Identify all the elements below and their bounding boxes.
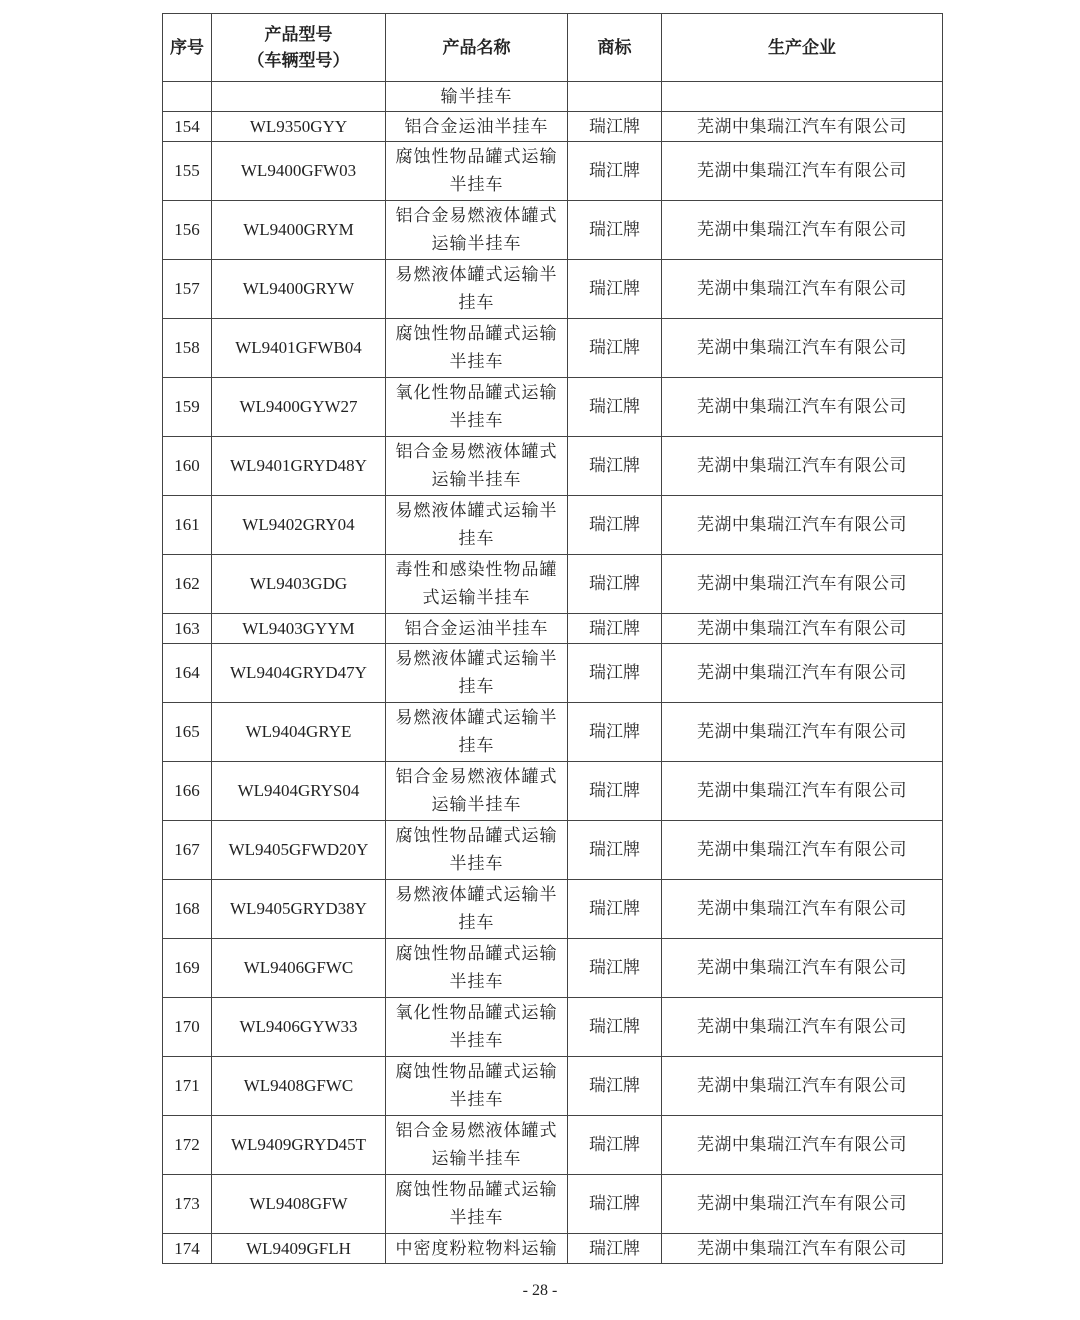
serial-no-cell: 171: [163, 1057, 212, 1116]
product-name-line: 式运输半挂车: [422, 588, 531, 607]
brand-cell: 瑞江牌: [568, 939, 662, 998]
serial-no-cell: 165: [163, 703, 212, 762]
product-name-line: 半挂车: [449, 1090, 504, 1109]
serial-no-cell: 160: [163, 437, 212, 496]
table-row: [163, 644, 943, 703]
manufacturer-cell: 芜湖中集瑞江汽车有限公司: [662, 112, 943, 142]
product-name-cell: [386, 1175, 568, 1234]
header-manufacturer: 生产企业: [662, 14, 943, 82]
table-row: [163, 112, 943, 142]
product-name-line: 腐蚀性物品罐式运输: [395, 1062, 558, 1081]
table-row: [163, 1057, 943, 1116]
table-row: [163, 201, 943, 260]
brand-cell: [568, 82, 662, 112]
serial-no-cell: 169: [163, 939, 212, 998]
product-model-cell: WL9400GRYW: [212, 260, 386, 319]
manufacturer-cell: 芜湖中集瑞江汽车有限公司: [662, 1057, 943, 1116]
brand-cell: 瑞江牌: [568, 201, 662, 260]
product-model-cell: WL9405GFWD20Y: [212, 821, 386, 880]
table-row: [163, 555, 943, 614]
manufacturer-cell: 芜湖中集瑞江汽车有限公司: [662, 821, 943, 880]
manufacturer-cell: 芜湖中集瑞江汽车有限公司: [662, 555, 943, 614]
header-product-name: 产品名称: [386, 14, 568, 82]
serial-no-cell: 161: [163, 496, 212, 555]
header-serial-no: 序号: [163, 14, 212, 82]
table-header: [163, 14, 943, 82]
product-name-line: 铝合金易燃液体罐式: [395, 442, 558, 461]
product-name-cell: [386, 1057, 568, 1116]
product-name-line: 中密度粉粒物料运输: [395, 1238, 558, 1258]
product-name-cell: [386, 1234, 568, 1264]
product-name-cell: [386, 82, 568, 112]
product-model-cell: WL9403GYYM: [212, 614, 386, 644]
product-table: [162, 13, 943, 1264]
product-name-line: 氧化性物品罐式运输: [395, 1003, 558, 1022]
product-model-cell: WL9409GFLH: [212, 1234, 386, 1264]
brand-cell: 瑞江牌: [568, 319, 662, 378]
product-name-cell: [386, 378, 568, 437]
manufacturer-cell: 芜湖中集瑞江汽车有限公司: [662, 703, 943, 762]
product-name-line: 铝合金易燃液体罐式: [395, 767, 558, 786]
manufacturer-cell: 芜湖中集瑞江汽车有限公司: [662, 998, 943, 1057]
product-model-cell: WL9400GRYM: [212, 201, 386, 260]
product-name-line: 运输半挂车: [431, 795, 522, 814]
brand-cell: 瑞江牌: [568, 998, 662, 1057]
product-name-line: 易燃液体罐式运输半: [395, 885, 558, 904]
product-name-line: 毒性和感染性物品罐: [395, 560, 558, 579]
header-product-model-line2: （车辆型号）: [247, 50, 350, 70]
table-row: [163, 703, 943, 762]
product-model-cell: WL9408GFWC: [212, 1057, 386, 1116]
product-name-line: 半挂车: [449, 352, 504, 371]
table-body: [163, 82, 943, 1264]
table-row: [163, 319, 943, 378]
product-model-cell: WL9402GRY04: [212, 496, 386, 555]
product-model-cell: WL9404GRYE: [212, 703, 386, 762]
product-name-line: 挂车: [458, 736, 495, 755]
product-name-line: 半挂车: [449, 1031, 504, 1050]
product-name-cell: [386, 939, 568, 998]
table-row: [163, 1234, 943, 1264]
product-name-line: 易燃液体罐式运输半: [395, 265, 558, 284]
table-row: [163, 142, 943, 201]
product-name-cell: [386, 260, 568, 319]
brand-cell: 瑞江牌: [568, 880, 662, 939]
brand-cell: 瑞江牌: [568, 1175, 662, 1234]
product-name-line: 腐蚀性物品罐式运输: [395, 1180, 558, 1199]
brand-cell: 瑞江牌: [568, 703, 662, 762]
product-name-cell: [386, 644, 568, 703]
product-name-line: 输半挂车: [440, 86, 513, 106]
brand-cell: 瑞江牌: [568, 555, 662, 614]
table-row: [163, 821, 943, 880]
product-name-cell: [386, 112, 568, 142]
manufacturer-cell: 芜湖中集瑞江汽车有限公司: [662, 437, 943, 496]
manufacturer-cell: 芜湖中集瑞江汽车有限公司: [662, 201, 943, 260]
product-name-cell: [386, 319, 568, 378]
serial-no-cell: 158: [163, 319, 212, 378]
manufacturer-cell: 芜湖中集瑞江汽车有限公司: [662, 614, 943, 644]
product-model-cell: WL9406GFWC: [212, 939, 386, 998]
table-row: [163, 614, 943, 644]
brand-cell: 瑞江牌: [568, 1116, 662, 1175]
manufacturer-cell: 芜湖中集瑞江汽车有限公司: [662, 378, 943, 437]
header-row: [163, 14, 943, 82]
product-model-cell: WL9404GRYD47Y: [212, 644, 386, 703]
table-row: [163, 82, 943, 112]
product-name-line: 半挂车: [449, 972, 504, 991]
table-row: [163, 1116, 943, 1175]
product-name-line: 运输半挂车: [431, 234, 522, 253]
table-row: [163, 496, 943, 555]
product-name-cell: [386, 555, 568, 614]
manufacturer-cell: 芜湖中集瑞江汽车有限公司: [662, 496, 943, 555]
serial-no-cell: 164: [163, 644, 212, 703]
serial-no-cell: 166: [163, 762, 212, 821]
product-name-line: 运输半挂车: [431, 470, 522, 489]
product-name-line: 易燃液体罐式运输半: [395, 501, 558, 520]
product-name-line: 铝合金易燃液体罐式: [395, 206, 558, 225]
table-row: [163, 1175, 943, 1234]
product-model-cell: WL9404GRYS04: [212, 762, 386, 821]
product-name-cell: [386, 142, 568, 201]
product-name-line: 腐蚀性物品罐式运输: [395, 826, 558, 845]
product-name-cell: [386, 614, 568, 644]
product-model-cell: WL9350GYY: [212, 112, 386, 142]
product-model-cell: WL9406GYW33: [212, 998, 386, 1057]
product-name-line: 易燃液体罐式运输半: [395, 649, 558, 668]
serial-no-cell: 167: [163, 821, 212, 880]
table-row: [163, 939, 943, 998]
serial-no-cell: 162: [163, 555, 212, 614]
product-name-cell: [386, 762, 568, 821]
product-name-line: 半挂车: [449, 1208, 504, 1227]
manufacturer-cell: 芜湖中集瑞江汽车有限公司: [662, 880, 943, 939]
manufacturer-cell: 芜湖中集瑞江汽车有限公司: [662, 762, 943, 821]
product-name-line: 腐蚀性物品罐式运输: [395, 944, 558, 963]
serial-no-cell: 156: [163, 201, 212, 260]
serial-no-cell: [163, 82, 212, 112]
table-row: [163, 880, 943, 939]
product-name-line: 挂车: [458, 677, 495, 696]
table-row: [163, 378, 943, 437]
manufacturer-cell: 芜湖中集瑞江汽车有限公司: [662, 260, 943, 319]
product-model-cell: WL9400GYW27: [212, 378, 386, 437]
product-name-cell: [386, 201, 568, 260]
product-name-line: 挂车: [458, 913, 495, 932]
table-row: [163, 998, 943, 1057]
serial-no-cell: 174: [163, 1234, 212, 1264]
serial-no-cell: 154: [163, 112, 212, 142]
table-row: [163, 260, 943, 319]
serial-no-cell: 163: [163, 614, 212, 644]
serial-no-cell: 157: [163, 260, 212, 319]
serial-no-cell: 170: [163, 998, 212, 1057]
product-name-line: 腐蚀性物品罐式运输: [395, 147, 558, 166]
product-model-cell: WL9409GRYD45T: [212, 1116, 386, 1175]
product-name-cell: [386, 998, 568, 1057]
brand-cell: 瑞江牌: [568, 614, 662, 644]
brand-cell: 瑞江牌: [568, 762, 662, 821]
serial-no-cell: 159: [163, 378, 212, 437]
brand-cell: 瑞江牌: [568, 260, 662, 319]
product-name-cell: [386, 703, 568, 762]
product-name-cell: [386, 821, 568, 880]
brand-cell: 瑞江牌: [568, 496, 662, 555]
product-model-cell: WL9400GFW03: [212, 142, 386, 201]
product-name-cell: [386, 437, 568, 496]
product-model-cell: WL9401GRYD48Y: [212, 437, 386, 496]
header-product-model: [212, 14, 386, 82]
brand-cell: 瑞江牌: [568, 644, 662, 703]
product-model-cell: WL9405GRYD38Y: [212, 880, 386, 939]
brand-cell: 瑞江牌: [568, 437, 662, 496]
table-row: [163, 762, 943, 821]
header-product-model-line1: 产品型号: [264, 24, 333, 44]
serial-no-cell: 155: [163, 142, 212, 201]
serial-no-cell: 168: [163, 880, 212, 939]
manufacturer-cell: 芜湖中集瑞江汽车有限公司: [662, 939, 943, 998]
product-name-line: 挂车: [458, 293, 495, 312]
product-name-cell: [386, 880, 568, 939]
manufacturer-cell: 芜湖中集瑞江汽车有限公司: [662, 1116, 943, 1175]
brand-cell: 瑞江牌: [568, 378, 662, 437]
product-model-cell: [212, 82, 386, 112]
product-name-line: 半挂车: [449, 411, 504, 430]
manufacturer-cell: [662, 82, 943, 112]
product-name-line: 氧化性物品罐式运输: [395, 383, 558, 402]
brand-cell: 瑞江牌: [568, 142, 662, 201]
product-name-line: 易燃液体罐式运输半: [395, 708, 558, 727]
page-number: - 28 -: [522, 1282, 558, 1299]
brand-cell: 瑞江牌: [568, 821, 662, 880]
product-name-line: 铝合金易燃液体罐式: [395, 1121, 558, 1140]
product-name-line: 半挂车: [449, 854, 504, 873]
product-name-line: 铝合金运油半挂车: [404, 116, 549, 136]
product-model-cell: WL9403GDG: [212, 555, 386, 614]
product-model-cell: WL9408GFW: [212, 1175, 386, 1234]
serial-no-cell: 173: [163, 1175, 212, 1234]
product-name-cell: [386, 1116, 568, 1175]
product-name-line: 挂车: [458, 529, 495, 548]
brand-cell: 瑞江牌: [568, 1057, 662, 1116]
product-name-line: 腐蚀性物品罐式运输: [395, 324, 558, 343]
manufacturer-cell: 芜湖中集瑞江汽车有限公司: [662, 644, 943, 703]
product-name-line: 半挂车: [449, 175, 504, 194]
product-model-cell: WL9401GFWB04: [212, 319, 386, 378]
manufacturer-cell: 芜湖中集瑞江汽车有限公司: [662, 319, 943, 378]
product-name-line: 铝合金运油半挂车: [404, 618, 549, 638]
table-row: [163, 437, 943, 496]
manufacturer-cell: 芜湖中集瑞江汽车有限公司: [662, 142, 943, 201]
product-name-cell: [386, 496, 568, 555]
brand-cell: 瑞江牌: [568, 112, 662, 142]
header-brand: 商标: [568, 14, 662, 82]
serial-no-cell: 172: [163, 1116, 212, 1175]
product-name-line: 运输半挂车: [431, 1149, 522, 1168]
manufacturer-cell: 芜湖中集瑞江汽车有限公司: [662, 1234, 943, 1264]
manufacturer-cell: 芜湖中集瑞江汽车有限公司: [662, 1175, 943, 1234]
brand-cell: 瑞江牌: [568, 1234, 662, 1264]
